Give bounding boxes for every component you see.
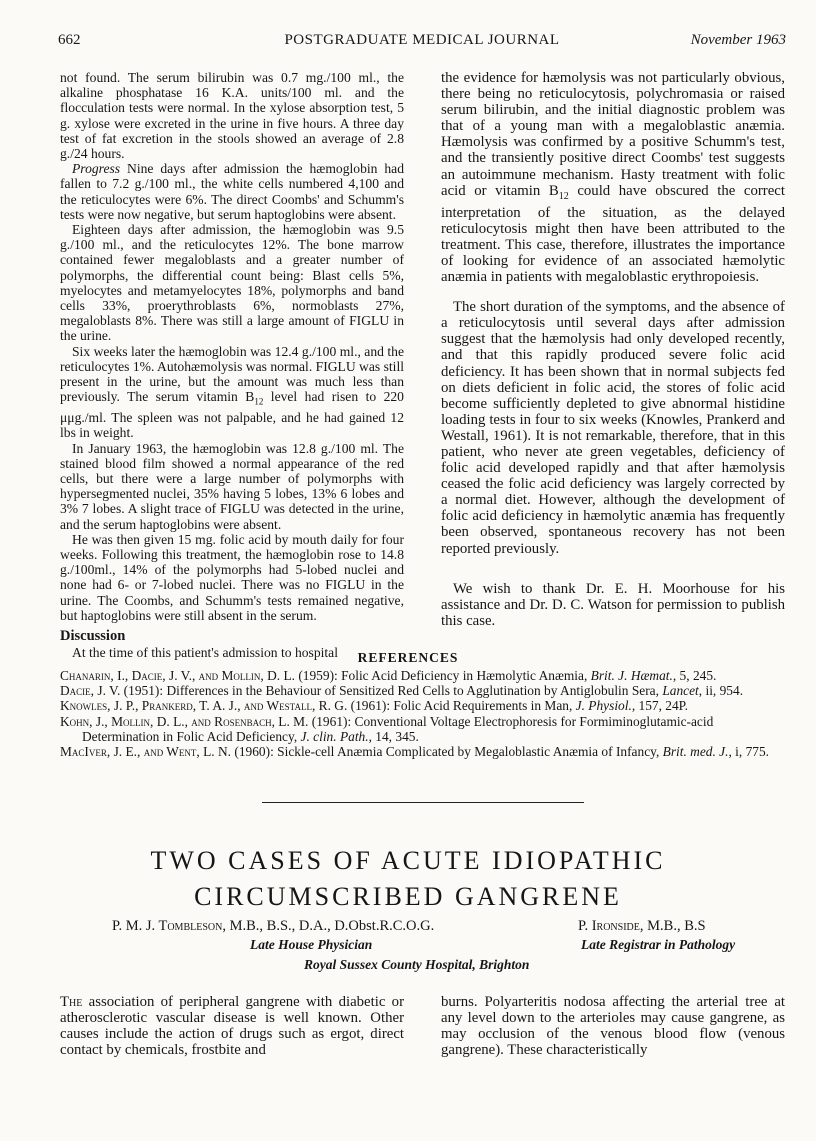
reference-title: (1960): Sickle-cell Anæmia Complicated by Megaloblastic Anæmia of Infancy,: [231, 744, 663, 760]
reference-title: (1961): Folic Acid Requirements in Man,: [347, 698, 576, 714]
paragraph-discussion: [441, 70, 785, 285]
journal-title: POSTGRADUATE MEDICAL JOURNAL: [284, 32, 560, 48]
subscript: 12: [254, 396, 264, 407]
reference-item: [60, 698, 786, 713]
references-list: [60, 668, 786, 759]
author-name: P. Ironside: [578, 918, 640, 934]
reference-citation: , 5, 245.: [672, 668, 717, 683]
run-in-heading: Progress: [72, 161, 121, 177]
section-divider: [262, 802, 584, 803]
reference-journal: J. Physiol.: [575, 698, 632, 714]
reference-journal: Brit. J. Hæmat.: [590, 668, 673, 683]
paragraph: At the time of this patient's admission to hospital: [72, 645, 338, 661]
article-title-line-2: CIRCUMSCRIBED GANGRENE: [194, 882, 622, 911]
author-2-role: Late Registrar in Pathology: [581, 937, 736, 952]
paragraph-progress: [60, 161, 404, 222]
paragraph-continued: burns. Polyarteritis nodosa affecting the arterial tree at any level down to the arterioles may cause gangrene, as may occlusion of the venous blood flow (venous gangrene). These characteristically: [441, 994, 785, 1059]
reference-journal: J. clin. Path.: [300, 728, 369, 744]
reference-authors: Knowles, J. P., Prankerd, T. A. J., and Westall, R. G.: [60, 698, 348, 714]
paragraph-text: level had risen to 220 μμg./ml. The spleen was not palpable, and he had gained 12 lbs in weight.: [60, 389, 404, 441]
paragraph-text: Nine days after admission the hæmoglobin had fallen to 7.2 g./100 ml., the white cells numbered 4,100 and the reticulocytes were 6%. The direct Coombs' and Schumm's tests were now negative, but serum haptoglobins were absent.: [60, 161, 404, 222]
issue-date: November 1963: [690, 32, 786, 48]
left-column: [60, 70, 404, 660]
reference-authors: Chanarin, I., Dacie, J. V., and Mollin, D. L.: [60, 668, 295, 683]
reference-authors: MacIver, J. E., and Went, L. N.: [60, 744, 232, 760]
paragraph: He was then given 15 mg. folic acid by mouth daily for four weeks. Following this treatment, the hæmoglobin rose to 14.8 g./100ml., 14% of the polymorphs had 5-lobed nuclei and none had 6- or 7-lobed nuclei. There was no FIGLU in the urine. The Coombs, and Schumm's tests remained negative, but haptoglobins were still absent in the serum.: [60, 531, 404, 623]
reference-citation: , 157, 24P.: [631, 698, 688, 714]
reference-journal: Brit. med. J.: [662, 744, 729, 760]
reference-citation: , ii, 954.: [698, 683, 744, 699]
paragraph: The short duration of the symptoms, and the absence of a reticulocytosis until several days after admission suggest that the hæmolysis had only developed recently, and that this rapidly produced severe folic acid deficiency. It has been shown that in normal subjects fed on diets deficient in folic acid, the stores of folic acid become sufficiently depleted to give abnormal histidine loading tests in four to six weeks (Knowles, Prankerd and Westall, 1961). It is not remarkable, therefore, that in this patient, who never ate green vegetables, deficiency of folic acid developed rapidly and that after hæmolysis ceased the folic acid deficiency was largely corrected by a normal diet. However, although the development of folic acid deficiency in hæmolytic anæmia has frequently been observed, spontaneous recovery has not been reported previously.: [441, 299, 785, 557]
author-1: [112, 918, 434, 935]
reference-item: [60, 683, 786, 698]
author-degrees: , M.B., B.S: [639, 918, 706, 934]
right-column: [441, 70, 785, 629]
paragraph: not found. The serum bilirubin was 0.7 mg./100 ml., the alkaline phosphatase 16 K.A. units/100 ml. and the flocculation tests were normal. In the xylose absorption test, 5 g. xylose were excreted in the urine in five hours. A three day test of fat excretion in the stools showed an average of 2.8 g./24 hours.: [60, 70, 404, 162]
reference-journal: Lancet: [662, 683, 699, 699]
paragraph: In January 1963, the hæmoglobin was 12.8 g./100 ml. The stained blood film showed a normal appearance of the red cells, but there were a large number of polymorphs with hypersegmented nuclei, 35% having 5 lobes, 13% 6 lobes and 3% 7 lobes. A slight trace of FIGLU was detected in the urine, and the serum haptoglobins were absent.: [60, 440, 404, 532]
paragraph-text: Six weeks later the hæmoglobin was 12.4 g./100 ml., and the reticulocytes 1%. Autohæmolysis was normal. FIGLU was still present in the urine, but the amount was much less than previously. The serum vitamin B: [60, 343, 404, 405]
reference-citation: , i, 775.: [728, 744, 770, 760]
reference-citation: , 14, 345.: [368, 728, 419, 744]
reference-authors: Kohn, J., Mollin, D. L., and Rosenbach, L. M.: [60, 713, 309, 729]
subscript: 12: [558, 190, 569, 202]
author-name: P. M. J. Tombleson: [112, 918, 223, 934]
page-number: 662: [58, 32, 81, 48]
paragraph-text: could have obscured the correct interpretation of the situation, as the delayed reticulocytosis might then have been attributed to the treatment. This case, therefore, illustrates the importance of looking for evidence of an associated hæmolytic anæmia in patients with megaloblastic erythropoiesis.: [441, 182, 785, 286]
author-degrees: , M.B., B.S., D.A., D.Obst.R.C.O.G.: [222, 918, 435, 934]
reference-item: [60, 668, 786, 683]
acknowledgement: We wish to thank Dr. E. H. Moorhouse for his assistance and Dr. D. C. Watson for permission to publish this case.: [441, 580, 785, 629]
paragraph-text: association of peripheral gangrene with diabetic or atherosclerotic vascular disease is well known. Other causes include the action of drugs such as ergot, direct contact by chemicals, frostbite and: [60, 994, 404, 1059]
reference-title: (1951): Differences in the Behaviour of Sensitized Red Cells to Agglutination by Antiglobulin Sera,: [120, 683, 663, 699]
article-title-line-1: TWO CASES OF ACUTE IDIOPATHIC: [150, 846, 666, 875]
paragraph-vitamin: [60, 344, 404, 441]
reference-authors: Dacie, J. V.: [60, 683, 121, 699]
references-heading: REFERENCES: [357, 650, 459, 665]
reference-title: (1961): Conventional Voltage Electrophoresis for Formiminoglutamic-acid Determination in Folic Acid Deficiency,: [82, 713, 714, 744]
author-1-role: Late House Physician: [250, 937, 373, 952]
reference-item: [60, 744, 786, 759]
institution: Royal Sussex County Hospital, Brighton: [304, 957, 530, 972]
article-body-right: [441, 994, 785, 1058]
author-2: [578, 918, 706, 935]
running-header: [58, 32, 786, 54]
article-body-left: [60, 994, 404, 1058]
paragraph-intro: [60, 994, 404, 1058]
lead-word: The: [60, 994, 83, 1010]
reference-item: [60, 714, 786, 744]
section-heading-discussion: Discussion: [60, 628, 126, 645]
paragraph: Eighteen days after admission, the hæmoglobin was 9.5 g./100 ml., and the reticulocytes 12%. The bone marrow contained fewer megaloblasts and a greater number of polymorphs, the differential count being: Blast cells 5%, myelocytes and metamyelocytes 18%, polymorphs and band cells 33%, proerythroblasts 6%, normoblasts 27%, megaloblasts 8%. There was still a large amount of FIGLU in the urine.: [60, 222, 404, 344]
reference-title: (1959): Folic Acid Deficiency in Hæmolytic Anæmia,: [294, 668, 591, 683]
paragraph-text: the evidence for hæmolysis was not particularly obvious, there being no reticulocytosis, polychromasia or raised serum bilirubin, and the initial diagnostic problem was that of a young man with a megaloblastic anæmia. Hæmolysis was confirmed by a positive Schumm's test, and the transiently positive direct Coombs' test suggests an autoimmune mechanism. Hasty treatment with folic acid or vitamin B: [441, 70, 785, 199]
